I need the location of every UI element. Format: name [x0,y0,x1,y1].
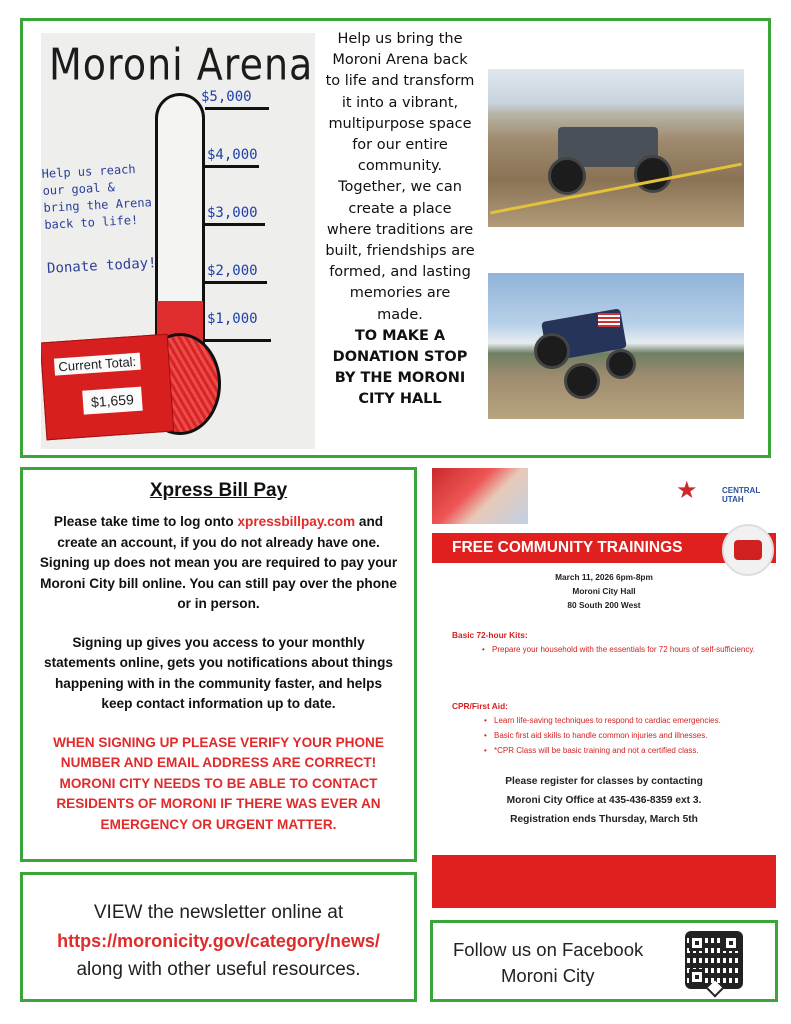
milestone-tick [205,339,271,342]
bill-pay-intro [23,512,414,615]
milestone-tick [205,223,265,226]
register-line: Moroni City Office at 435-436-8359 ext 3. [506,795,702,806]
arena-description-text: Help us bring the Moroni Arena back to life and transform it into a vibrant, multipurpose space for our entire community. Together, we can create a place where traditions are built, friendships are formed, and lasting memories are made. [325,31,475,323]
bill-pay-benefits: Signing up gives you access to your monthly statements online, gets you notifications about things happening with in the community faster, and helps keep contact information up to date. [44,634,393,711]
monster-truck-photo [488,273,744,419]
donation-call-to-action: TO MAKE A DONATION STOP BY THE MORONI CITY HALL [332,327,468,408]
arena-description [325,29,475,411]
community-training-flyer [432,468,776,911]
current-total-label: Current Total: [54,353,141,376]
current-total-card [41,334,174,441]
bill-pay-title: Xpress Bill Pay [149,480,288,501]
bill-pay-intro-text-cont: and create an account, if you do not already have one. Signing up does not mean you are required to pay your Moroni City bill online. You can still pay over the phone or in person. [39,514,398,611]
facebook-page-name: Moroni City [501,965,595,986]
cpr-bullet: • Learn life-saving techniques to respond to cardiac emergencies. [494,715,774,728]
bill-pay-intro-text: Please take time to log onto [53,514,238,529]
milestone-tick [205,281,267,284]
register-line: Please register for classes by contacting [505,776,703,787]
first-aid-kit-icon [722,524,774,576]
xpressbillpay-link[interactable]: xpressbillpay.com [237,514,356,529]
newsletter-intro: VIEW the newsletter online at [93,902,344,923]
newsletter-link-line [23,927,414,956]
xpress-bill-pay-section [20,467,417,862]
mud-race-photo [488,69,744,227]
training-location: Moroni City Hall [572,586,636,596]
milestone-label: $3,000 [207,205,258,221]
star-icon: ★ [676,477,698,504]
milestone-label: $1,000 [207,311,258,327]
current-total-value: $1,659 [82,387,142,415]
fundraiser-poster [41,33,315,449]
cpr-heading: CPR/First Aid: [452,701,508,711]
milestone-label: $5,000 [201,89,252,105]
poster-note: Help us reach our goal & bring the Arena back to life! [41,162,153,232]
newsletter-link[interactable]: https://moronicity.gov/category/news/ [57,931,380,951]
poster-donate: Donate today! [46,255,157,277]
track-rope [490,163,742,215]
cpr-bullet: • Basic first aid skills to handle common injuries and illnesses. [494,730,774,743]
newsletter-outro: along with other useful resources. [76,959,361,980]
flag-image [598,313,620,327]
milestone-label: $4,000 [207,147,258,163]
cpr-photo [432,468,528,524]
milestone-label: $2,000 [207,263,258,279]
facebook-section [430,920,778,1002]
facebook-follow-text: Follow us on Facebook [453,939,644,960]
qr-code-icon[interactable] [685,931,743,989]
training-footer-bar [432,855,776,908]
newsletter-section [20,872,417,1002]
kits-heading: Basic 72-hour Kits: [452,630,528,640]
training-address: 80 South 200 West [567,600,641,610]
milestone-tick [205,165,259,168]
kits-bullet: • Prepare your household with the essentials for 72 hours of self-sufficiency. [492,644,762,657]
bill-pay-warning: WHEN SIGNING UP PLEASE VERIFY YOUR PHONE NUMBER AND EMAIL ADDRESS ARE CORRECT! MORONI CITY NEEDS TO BE ABLE TO CONTACT RESIDENTS OF MORONI IF THERE WAS EVER AN EMERGENCY OR URGENT MATTER. [53,734,384,832]
training-date: March 11, 2026 6pm-8pm [555,572,653,582]
training-banner: FREE COMMUNITY TRAININGS [432,533,776,563]
milestone-tick [205,107,269,110]
arena-section [20,18,771,458]
register-deadline: Registration ends Thursday, March 5th [510,814,698,825]
central-utah-logo: CENTRAL UTAH [722,486,761,504]
cpr-note: • *CPR Class will be basic training and not a certified class. [494,745,774,758]
poster-title: Moroni Arena [49,39,314,90]
